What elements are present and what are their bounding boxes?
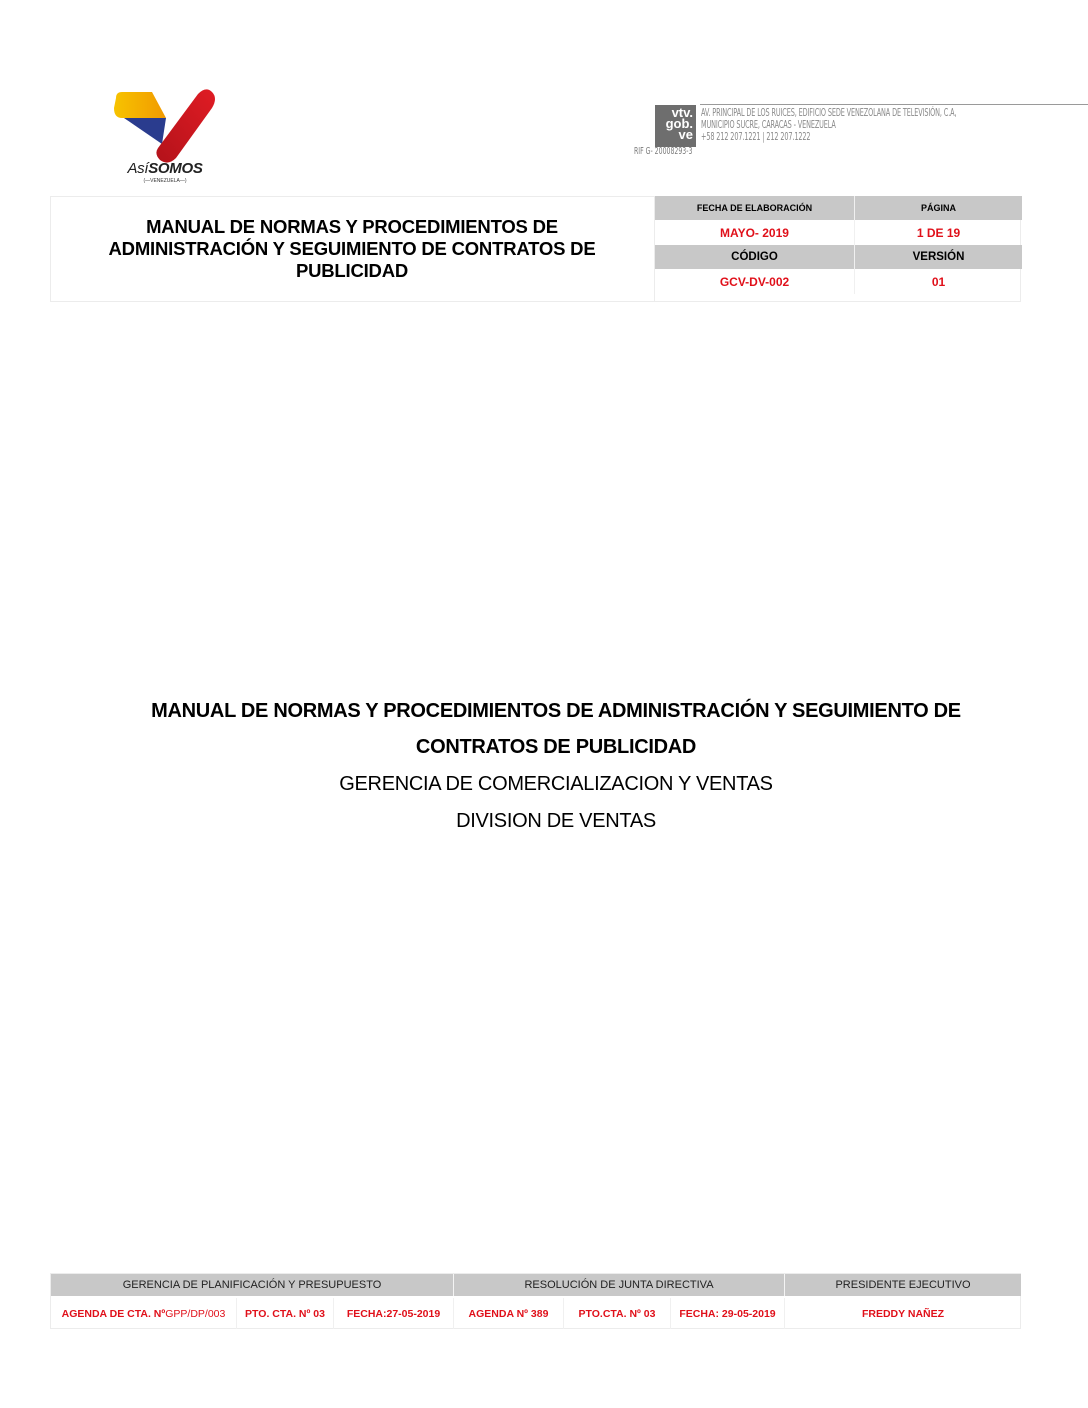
footer-agenda-cta [51, 1298, 237, 1329]
vtv-mark-line: ve [678, 127, 693, 142]
document-meta-table [654, 196, 1021, 302]
footer-pto-cta-1: PTO. CTA. Nº 03 [237, 1298, 334, 1329]
pagina-value: 1 DE 19 [916, 225, 961, 240]
cover-title-line-2: CONTRATOS DE PUBLICIDAD [415, 736, 697, 758]
footer-fecha-2: FECHA: 29-05-2019 [671, 1298, 785, 1329]
meta-value-row [655, 220, 1022, 245]
pagina-label: PÁGINA [855, 196, 1022, 220]
logo-wordmark-bold: SOMOS [148, 160, 203, 177]
footer-header-resolucion: RESOLUCIÓN DE JUNTA DIRECTIVA [454, 1274, 785, 1296]
vtv-address [701, 107, 956, 143]
footer-header-presidente: PRESIDENTE EJECUTIVO [785, 1274, 1021, 1296]
cover-title-line-1: MANUAL DE NORMAS Y PROCEDIMIENTOS DE ADMINISTRACIÓN Y SEGUIMIENTO DE [151, 700, 961, 722]
header-rule [700, 104, 1088, 105]
logo-wordmark [120, 160, 210, 177]
logo-wordmark-light: Así [127, 160, 149, 177]
vtv-mark-line: gob. [665, 116, 693, 131]
version-label: VERSIÓN [855, 245, 1022, 269]
codigo-value: GCV-DV-002 [655, 269, 855, 294]
vtv-mark-line: vtv. [671, 105, 693, 120]
approval-footer-table [50, 1273, 1021, 1329]
address-line: AV. PRINCIPAL DE LOS RUICES, EDIFICIO SEDE VENEZOLANA DE TELEVISIÓN, C.A, [701, 107, 957, 119]
meta-header-row [655, 196, 1022, 220]
address-line: MUNICIPIO SUCRE, CARACAS - VENEZUELA [701, 119, 836, 131]
agenda-cta-label: AGENDA DE CTA. Nº [61, 1307, 166, 1320]
title-line: PUBLICIDAD [295, 260, 409, 281]
vtv-gob-ve-mark [655, 105, 696, 147]
title-line: ADMINISTRACIÓN Y SEGUIMIENTO DE CONTRATOS DE [108, 238, 596, 259]
footer-pto-cta-2: PTO.CTA. Nº 03 [564, 1298, 671, 1329]
agenda-cta-value: GPP/DP/003 [165, 1307, 226, 1320]
footer-presidente-name: FREDDY NAÑEZ [861, 1307, 945, 1320]
footer-agenda-num: AGENDA Nº 389 [454, 1298, 564, 1329]
fecha-label: FECHA DE ELABORACIÓN [655, 196, 855, 220]
meta-header-row [655, 245, 1022, 269]
meta-value-row [655, 269, 1022, 294]
fecha-value: MAYO- 2019 [655, 220, 855, 245]
codigo-label: CÓDIGO [655, 245, 855, 269]
version-value: 01 [931, 274, 946, 289]
footer-header-planificacion: GERENCIA DE PLANIFICACIÓN Y PRESUPUESTO [51, 1274, 454, 1296]
logo-subtitle: (—VENEZUELA—) [143, 178, 187, 184]
cover-department: GERENCIA DE COMERCIALIZACION Y VENTAS [339, 773, 773, 795]
phone-line: +58 212 207.1221 | 212 207.1222 [701, 131, 811, 143]
title-line: MANUAL DE NORMAS Y PROCEDIMIENTOS DE [146, 216, 558, 237]
cover-division: DIVISION DE VENTAS [456, 810, 656, 832]
document-header-title [52, 216, 652, 282]
footer-fecha-1: FECHA:27-05-2019 [334, 1298, 454, 1329]
rif-number: RIF G- 20008293-3 [634, 146, 693, 157]
